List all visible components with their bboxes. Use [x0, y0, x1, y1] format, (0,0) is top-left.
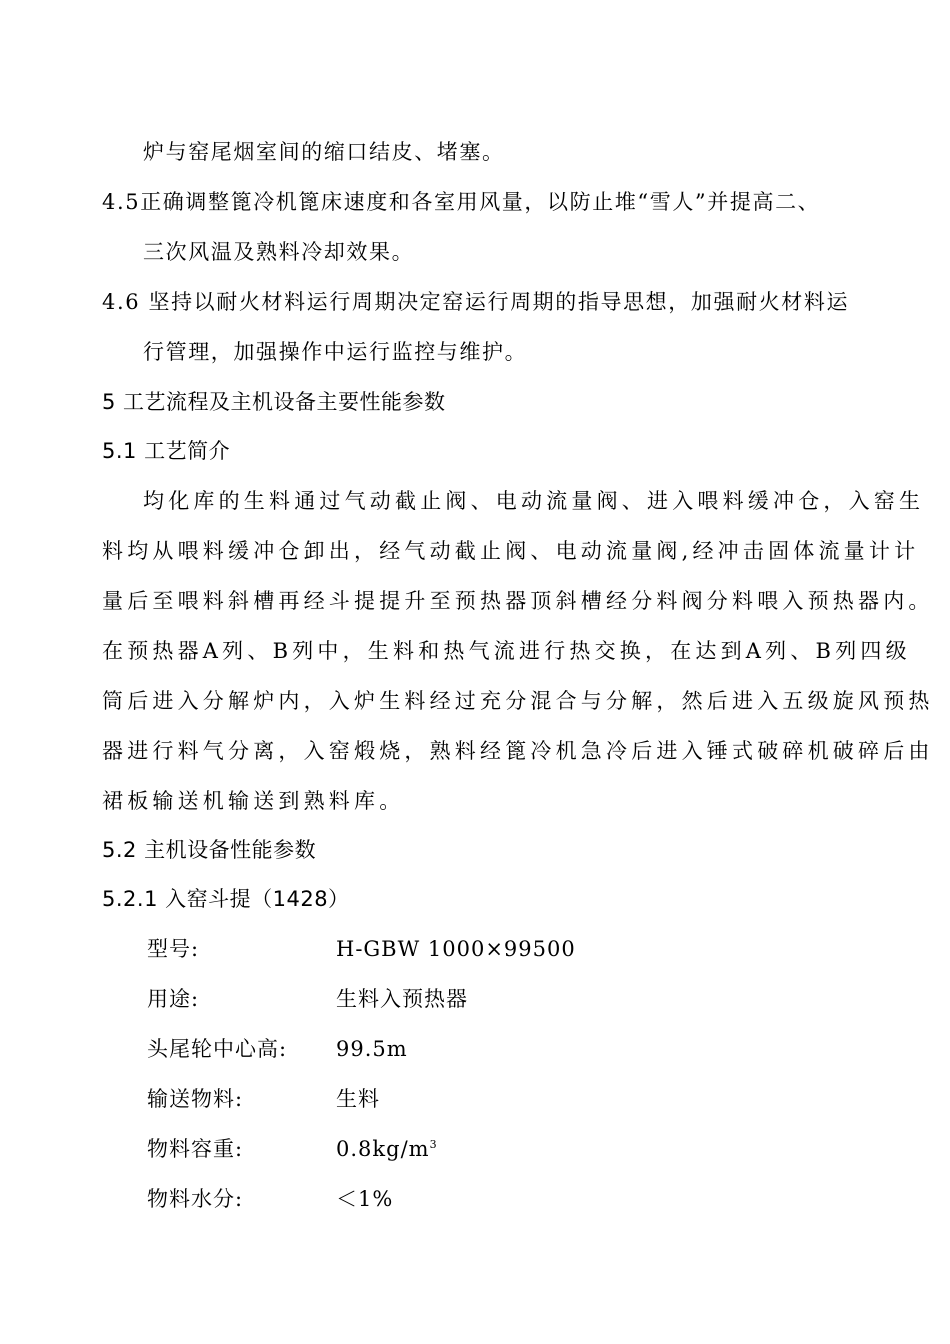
param-value	[336, 1135, 438, 1163]
text-line: 炉与窑尾烟室间的缩口结皮、堵塞。	[143, 140, 505, 164]
text-line: 三次风温及熟料冷却效果。	[143, 240, 415, 264]
param-value: 生料入预热器	[336, 987, 468, 1011]
section-heading-5-1: 5.1 工艺简介	[102, 439, 231, 463]
param-label: 物料容重:	[147, 1137, 244, 1161]
param-label: 型号:	[147, 937, 200, 961]
param-value: 99.5m	[336, 1037, 408, 1061]
paragraph-line: 量后至喂料斜槽再经斗提提升至预热器顶斜槽经分料阀分料喂入预热器内。	[102, 589, 934, 613]
param-label: 用途:	[147, 987, 200, 1011]
section-heading-5: 5 工艺流程及主机设备主要性能参数	[102, 390, 446, 414]
param-label: 头尾轮中心高:	[147, 1037, 288, 1061]
paragraph-line: 器进行料气分离，入窑煅烧，熟料经篦冷机急冷后进入锤式破碎机破碎后由	[102, 739, 934, 763]
superscript: 3	[429, 1138, 438, 1151]
param-value: ＜1%	[336, 1187, 394, 1211]
paragraph-line: 料均从喂料缓冲仓卸出，经气动截止阀、电动流量阀,经冲击固体流量计计	[102, 539, 920, 563]
paragraph-line: 筒后进入分解炉内，入炉生料经过充分混合与分解，然后进入五级旋风预热	[102, 689, 934, 713]
param-value: H-GBW 1000×99500	[336, 937, 576, 961]
paragraph-line: 在预热器A列、B列中，生料和热气流进行热交换，在达到A列、B列四级	[102, 639, 911, 663]
text-line: 行管理，加强操作中运行监控与维护。	[143, 340, 528, 364]
param-label: 输送物料:	[147, 1087, 244, 1111]
param-value-text: 0.8kg/m	[336, 1137, 430, 1161]
param-value: 生料	[336, 1087, 380, 1111]
paragraph-line: 均化库的生料通过气动截止阀、电动流量阀、进入喂料缓冲仓，入窑生	[143, 489, 925, 513]
section-heading-5-2-1: 5.2.1 入窑斗提（1428）	[102, 887, 350, 911]
text-line: 4.5正确调整篦冷机篦床速度和各室用风量，以防止堆“雪人”并提高二、	[102, 190, 821, 214]
param-label: 物料水分:	[147, 1187, 244, 1211]
section-heading-5-2: 5.2 主机设备性能参数	[102, 838, 317, 862]
paragraph-line: 裙板输送机输送到熟料库。	[102, 789, 405, 813]
text-line: 4.6 坚持以耐火材料运行周期决定窑运行周期的指导思想，加强耐火材料运	[102, 290, 850, 314]
